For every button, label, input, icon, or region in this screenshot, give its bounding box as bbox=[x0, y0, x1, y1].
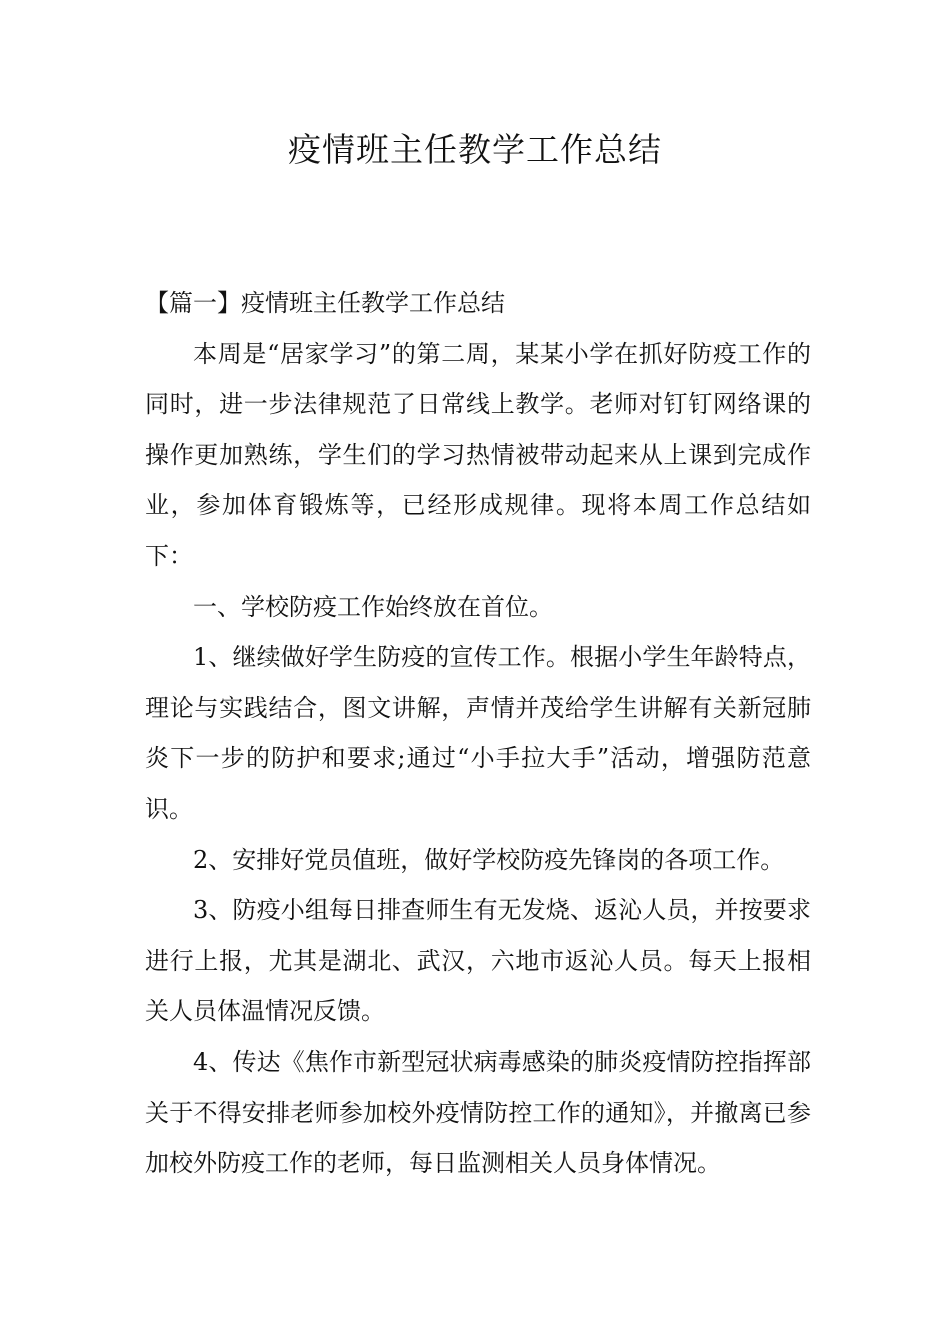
paragraph-intro: 本周是“居家学习”的第二周，某某小学在抓好防疫工作的同时，进一步法律规范了日常线上教学。老师对钉钉网络课的操作更加熟练，学生们的学习热情被带动起来从上课到完成作业，参加体育锻炼等，已经形成规律。现将本周工作总结如下： bbox=[145, 339, 811, 570]
paragraph-item-2: 2、安排好党员值班，做好学校防疫先锋岗的各项工作。 bbox=[193, 845, 785, 874]
document-title: 疫情班主任教学工作总结 bbox=[288, 130, 662, 169]
paragraph-section-one: 一、学校防疫工作始终放在首位。 bbox=[193, 592, 553, 621]
paragraph-item-4: 4、传达《焦作市新型冠状病毒感染的肺炎疫情防控指挥部关于不得安排老师参加校外疫情防控工作的通知》，并撤离已参加校外防疫工作的老师，每日监测相关人员身体情况。 bbox=[145, 1047, 811, 1178]
paragraph-item-3: 3、防疫小组每日排查师生有无发烧、返沁人员，并按要求进行上报，尤其是湖北、武汉，六地市返沁人员。每天上报相关人员体温情况反馈。 bbox=[145, 896, 811, 1026]
section-heading: 【篇一】疫情班主任教学工作总结 bbox=[145, 289, 505, 317]
document-body bbox=[145, 278, 811, 1189]
paragraph-item-1: 1、继续做好学生防疫的宣传工作。根据小学生年龄特点，理论与实践结合，图文讲解，声情并茂给学生讲解有关新冠肺炎下一步的防护和要求;通过“小手拉大手”活动，增强防范意识。 bbox=[145, 643, 811, 823]
